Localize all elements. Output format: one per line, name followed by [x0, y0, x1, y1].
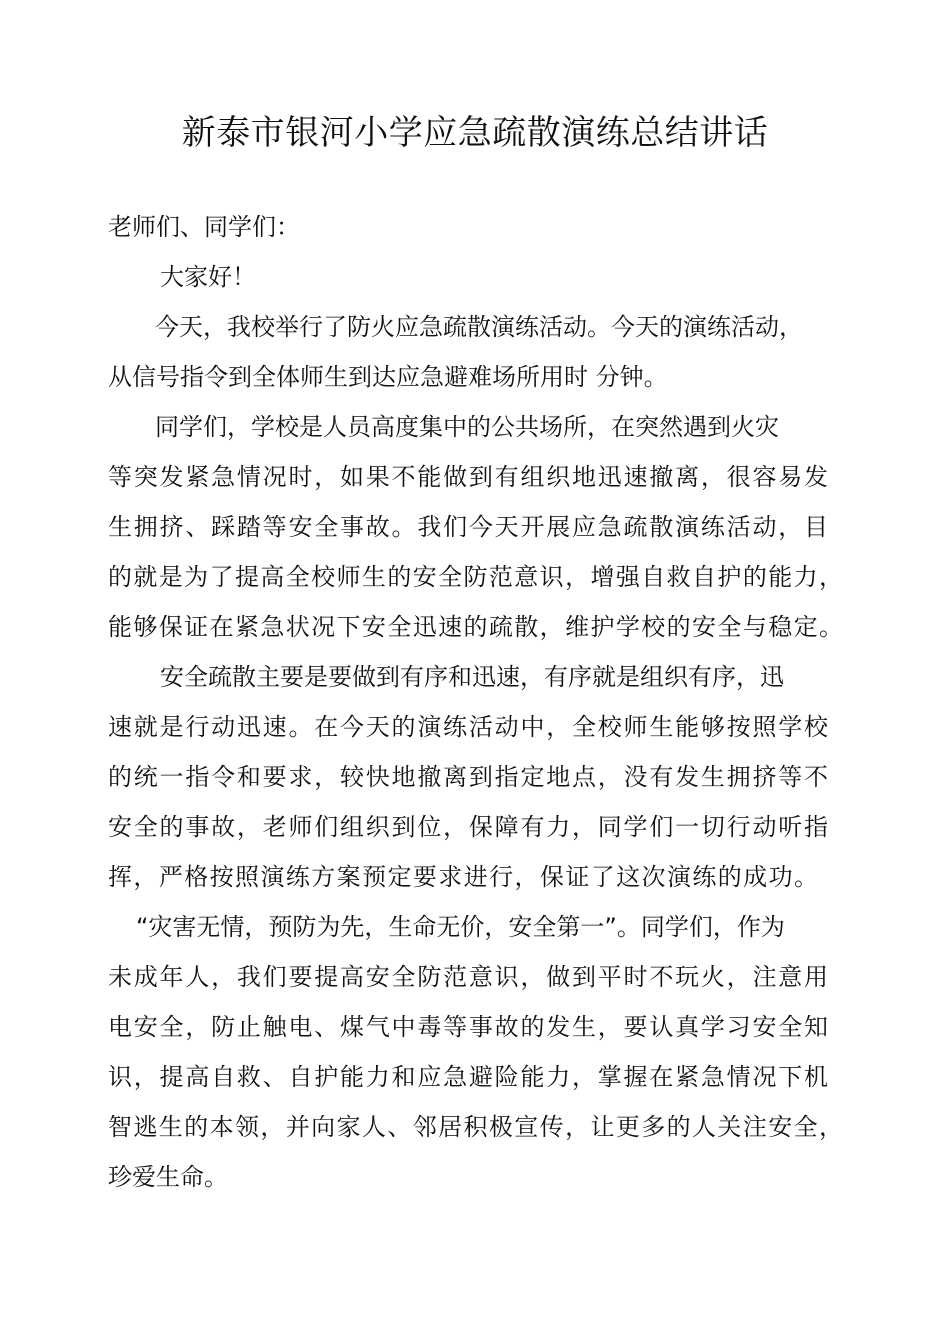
- paragraph-line: 挥，严格按照演练方案预定要求进行，保证了这次演练的成功。: [108, 863, 818, 891]
- page-title: 新泰市银河小学应急疏散演练总结讲话: [181, 113, 769, 153]
- paragraph-line: 生拥挤、踩踏等安全事故。我们今天开展应急疏散演练活动，目: [108, 513, 828, 541]
- paragraph-line: 的就是为了提高全校师生的安全防范意识，增强自救自护的能力，: [108, 563, 843, 591]
- paragraph-line: 安全的事故，老师们组织到位，保障有力，同学们一切行动听指: [108, 813, 828, 841]
- paragraph-line: 的统一指令和要求，较快地撤离到指定地点，没有发生拥挤等不: [108, 763, 828, 791]
- paragraph-line: 电安全，防止触电、煤气中毒等事故的发生，要认真学习安全知: [108, 1013, 828, 1041]
- paragraph-line: 未成年人，我们要提高安全防范意识，做到平时不玩火，注意用: [108, 963, 828, 991]
- paragraph-line: 从信号指令到全体师生到达应急避难场所用时 分钟。: [108, 363, 668, 391]
- paragraph-line: 智逃生的本领，并向家人、邻居积极宣传，让更多的人关注安全，: [108, 1113, 843, 1141]
- greeting: 大家好！: [160, 263, 256, 291]
- paragraph-line: 同学们，学校是人员高度集中的公共场所，在突然遇到火灾: [155, 413, 779, 441]
- paragraph-line: 等突发紧急情况时，如果不能做到有组织地迅速撤离，很容易发: [108, 463, 828, 491]
- salutation: 老师们、同学们：: [108, 213, 300, 241]
- paragraph-line: 安全疏散主要是要做到有序和迅速，有序就是组织有序，迅: [160, 663, 784, 691]
- paragraph-line: 今天，我校举行了防火应急疏散演练活动。今天的演练活动，: [155, 313, 803, 341]
- paragraph-line: “灾害无情，预防为先，生命无价，安全第一”。同学们，作为: [136, 913, 785, 941]
- paragraph-line: 识，提高自救、自护能力和应急避险能力，掌握在紧急情况下机: [108, 1063, 828, 1091]
- paragraph-line: 速就是行动迅速。在今天的演练活动中，全校师生能够按照学校: [108, 713, 828, 741]
- paragraph-line: 珍爱生命。: [108, 1163, 228, 1191]
- paragraph-line: 能够保证在紧急状况下安全迅速的疏散，维护学校的安全与稳定。: [108, 613, 843, 641]
